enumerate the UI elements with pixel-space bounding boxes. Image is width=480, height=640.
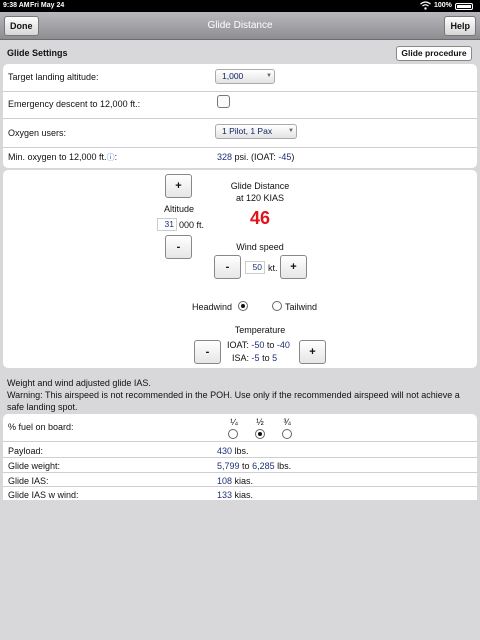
status-date: Fri May 24 xyxy=(30,2,65,9)
emergency-descent-checkbox[interactable] xyxy=(217,95,230,108)
min-oxygen-value: 328 xyxy=(217,152,233,162)
battery-icon xyxy=(455,3,473,10)
ioat-range: IOAT: -50 to -40 xyxy=(227,340,290,350)
status-time: 9:38 AM xyxy=(3,2,30,9)
glide-distance-subtitle: at 120 KIAS xyxy=(235,193,285,203)
fuel-half-radio[interactable] xyxy=(255,429,265,439)
altitude-decrease-button[interactable]: - xyxy=(165,235,192,259)
glide-ias-readout: 108 kias. xyxy=(217,476,254,486)
section-header-glide-settings: Glide Settings xyxy=(7,48,68,58)
isa-range: ISA: -5 to 5 xyxy=(232,353,278,363)
glide-weight-readout: 5,799 to 6,285 lbs. xyxy=(217,461,292,471)
min-oxygen-readout: 328 psi. (IOAT: -45) xyxy=(217,152,295,162)
altitude-input[interactable]: 31 xyxy=(157,218,177,231)
wind-decrease-button[interactable]: - xyxy=(214,255,241,279)
results-panel xyxy=(3,414,477,500)
headwind-radio[interactable] xyxy=(238,301,248,311)
fuel-on-board-label: % fuel on board: xyxy=(8,422,74,432)
glide-weight-label: Glide weight: xyxy=(8,461,61,471)
altitude-label: Altitude xyxy=(163,204,195,214)
oxygen-users-value: 1 Pilot, 1 Pax xyxy=(222,126,273,136)
glide-ias-label: Glide IAS: xyxy=(8,476,49,486)
fuel-option-three-quarter-label: ¾ xyxy=(283,417,291,427)
wind-speed-unit: kt. xyxy=(268,263,278,273)
headwind-label: Headwind xyxy=(192,302,233,312)
payload-label: Payload: xyxy=(8,446,44,456)
glide-distance-title: Glide Distance xyxy=(230,181,290,191)
altitude-increase-button[interactable]: + xyxy=(165,174,192,198)
nav-bar xyxy=(0,12,480,40)
wind-speed-label: Wind speed xyxy=(236,242,284,252)
target-altitude-label: Target landing altitude: xyxy=(8,72,99,82)
emergency-descent-label: Emergency descent to 12,000 ft.: xyxy=(8,99,141,109)
warning-text: Warning: This airspeed is not recommended in the POH. Use only if the recommended airspeed will not achieve a safe landing spot. xyxy=(7,390,460,412)
wind-increase-button[interactable]: + xyxy=(280,255,307,279)
chevron-down-icon: ▼ xyxy=(266,73,272,79)
oxygen-users-select[interactable] xyxy=(215,124,297,139)
min-oxygen-label: Min. oxygen to 12,000 ft.ⓘ: xyxy=(8,152,118,162)
fuel-option-half-label: ½ xyxy=(256,417,264,427)
glide-distance-value: 46 xyxy=(249,208,271,228)
status-bar xyxy=(0,0,480,12)
glide-ias-wind-readout: 133 kias. xyxy=(217,490,254,500)
empty-background xyxy=(0,500,480,640)
info-icon[interactable]: ⓘ xyxy=(106,153,115,162)
glide-ias-note: Weight and wind adjusted glide IAS. xyxy=(7,378,151,388)
temperature-label: Temperature xyxy=(234,325,286,335)
temperature-decrease-button[interactable]: - xyxy=(194,340,221,364)
chevron-down-icon: ▼ xyxy=(288,128,294,134)
page-title: Glide Distance xyxy=(207,20,273,31)
fuel-option-quarter-label: ¼ xyxy=(230,417,238,427)
glide-ias-wind-label: Glide IAS w wind: xyxy=(8,490,79,500)
target-altitude-select[interactable] xyxy=(215,69,275,84)
wifi-icon xyxy=(420,1,431,12)
temperature-increase-button[interactable]: + xyxy=(299,340,326,364)
battery-percent: 100% xyxy=(434,2,452,9)
payload-readout: 430 lbs. xyxy=(217,446,249,456)
min-oxygen-ioat: -45 xyxy=(278,152,292,162)
oxygen-users-label: Oxygen users: xyxy=(8,128,67,138)
help-button[interactable]: Help xyxy=(444,16,476,36)
wind-speed-input[interactable]: 50 xyxy=(245,261,265,274)
fuel-three-quarter-radio[interactable] xyxy=(282,429,292,439)
glide-procedure-button[interactable]: Glide procedure xyxy=(396,46,472,61)
tailwind-label: Tailwind xyxy=(285,302,318,312)
fuel-quarter-radio[interactable] xyxy=(228,429,238,439)
tailwind-radio[interactable] xyxy=(272,301,282,311)
target-altitude-value: 1,000 xyxy=(222,71,244,81)
done-button[interactable]: Done xyxy=(4,16,39,36)
altitude-suffix: 000 ft. xyxy=(179,220,205,230)
payload-value: 430 xyxy=(217,446,233,456)
